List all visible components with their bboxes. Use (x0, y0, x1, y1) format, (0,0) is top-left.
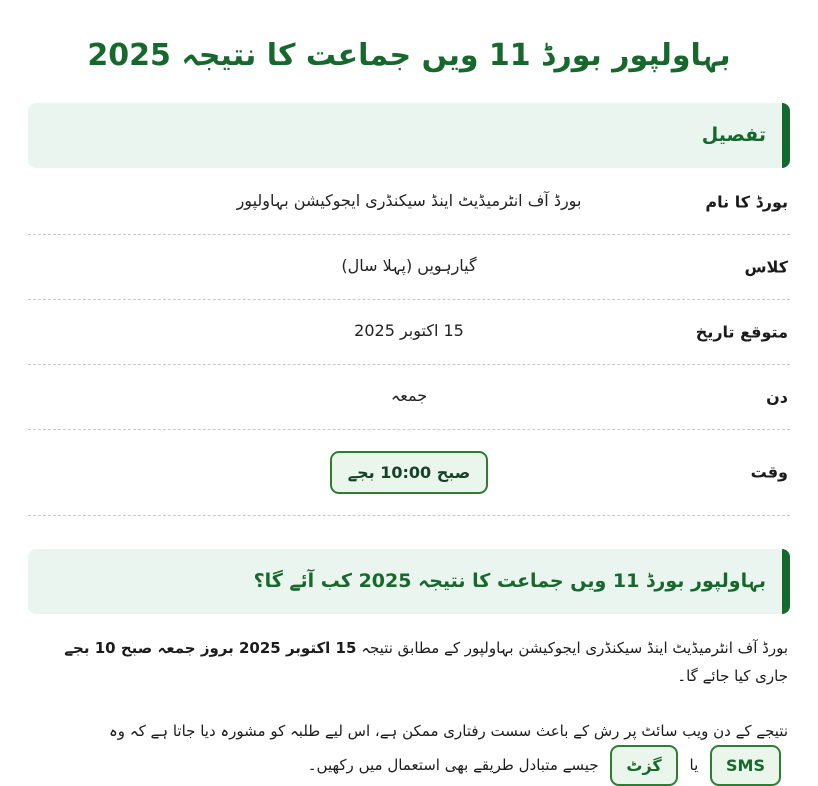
row-value-day: جمعہ (390, 385, 428, 405)
row-label-class: کلاس (744, 257, 788, 277)
row-value-board-name: بورڈ آف انٹرمیڈیٹ اینڈ سیکنڈری ایجوکیشن بہاولپور (236, 190, 582, 210)
row-label-day: دن (766, 387, 788, 407)
content-container (28, 103, 790, 786)
paragraph1-text-after: جاری کیا جائے گا۔ (677, 667, 788, 686)
gazette-badge[interactable]: گزٹ (610, 745, 677, 786)
section-heading-label: بہاولپور بورڈ 11 ویں جماعت کا نتیجہ 2025 کب آئے گا؟ (253, 569, 766, 592)
table-row-time (28, 430, 790, 516)
sms-badge[interactable]: SMS (710, 745, 781, 786)
row-value-class: گیارہویں (پہلا سال) (341, 255, 477, 275)
section-heading-when-result (28, 549, 790, 614)
page-title: بہاولپور بورڈ 11 ویں جماعت کا نتیجہ 2025 (87, 38, 731, 73)
paragraph2-text-after: جیسے متبادل طریقے بھی استعمال میں رکھیں۔ (307, 756, 599, 775)
paragraph1-text-before: بورڈ آف انٹرمیڈیٹ اینڈ سیکنڈری ایجوکیشن بہاولپور کے مطابق نتیجہ (361, 638, 788, 657)
paragraph1-date-time-bold: 15 اکتوبر 2025 بروز جمعہ صبح 10 بجے (64, 638, 357, 657)
row-label-board-name: بورڈ کا نام (705, 192, 788, 212)
table-row-day (28, 365, 790, 430)
page (0, 38, 818, 776)
table-row-class (28, 235, 790, 300)
details-table-header (28, 103, 790, 168)
paragraph2-text-before: نتیجے کے دن ویب سائٹ پر رش کے باعث سست رفتاری ممکن ہے، اس لیے طلبہ کو مشورہ دیا جاتا ہے کہ وہ (109, 721, 788, 740)
table-row-expected-date (28, 300, 790, 365)
paragraph-result-announcement (30, 634, 788, 691)
time-badge: صبح 10:00 بجے (330, 451, 489, 494)
or-word: یا (689, 756, 699, 775)
table-row-board-name (28, 170, 790, 235)
details-header-label: تفصیل (701, 124, 766, 146)
row-value-time (28, 451, 790, 494)
row-label-expected-date: متوقع تاریخ (695, 322, 788, 342)
row-value-expected-date: 15 اکتوبر 2025 (354, 320, 464, 340)
paragraph-alternative-methods (30, 717, 788, 786)
row-label-time: وقت (750, 462, 788, 482)
details-table (28, 170, 790, 516)
